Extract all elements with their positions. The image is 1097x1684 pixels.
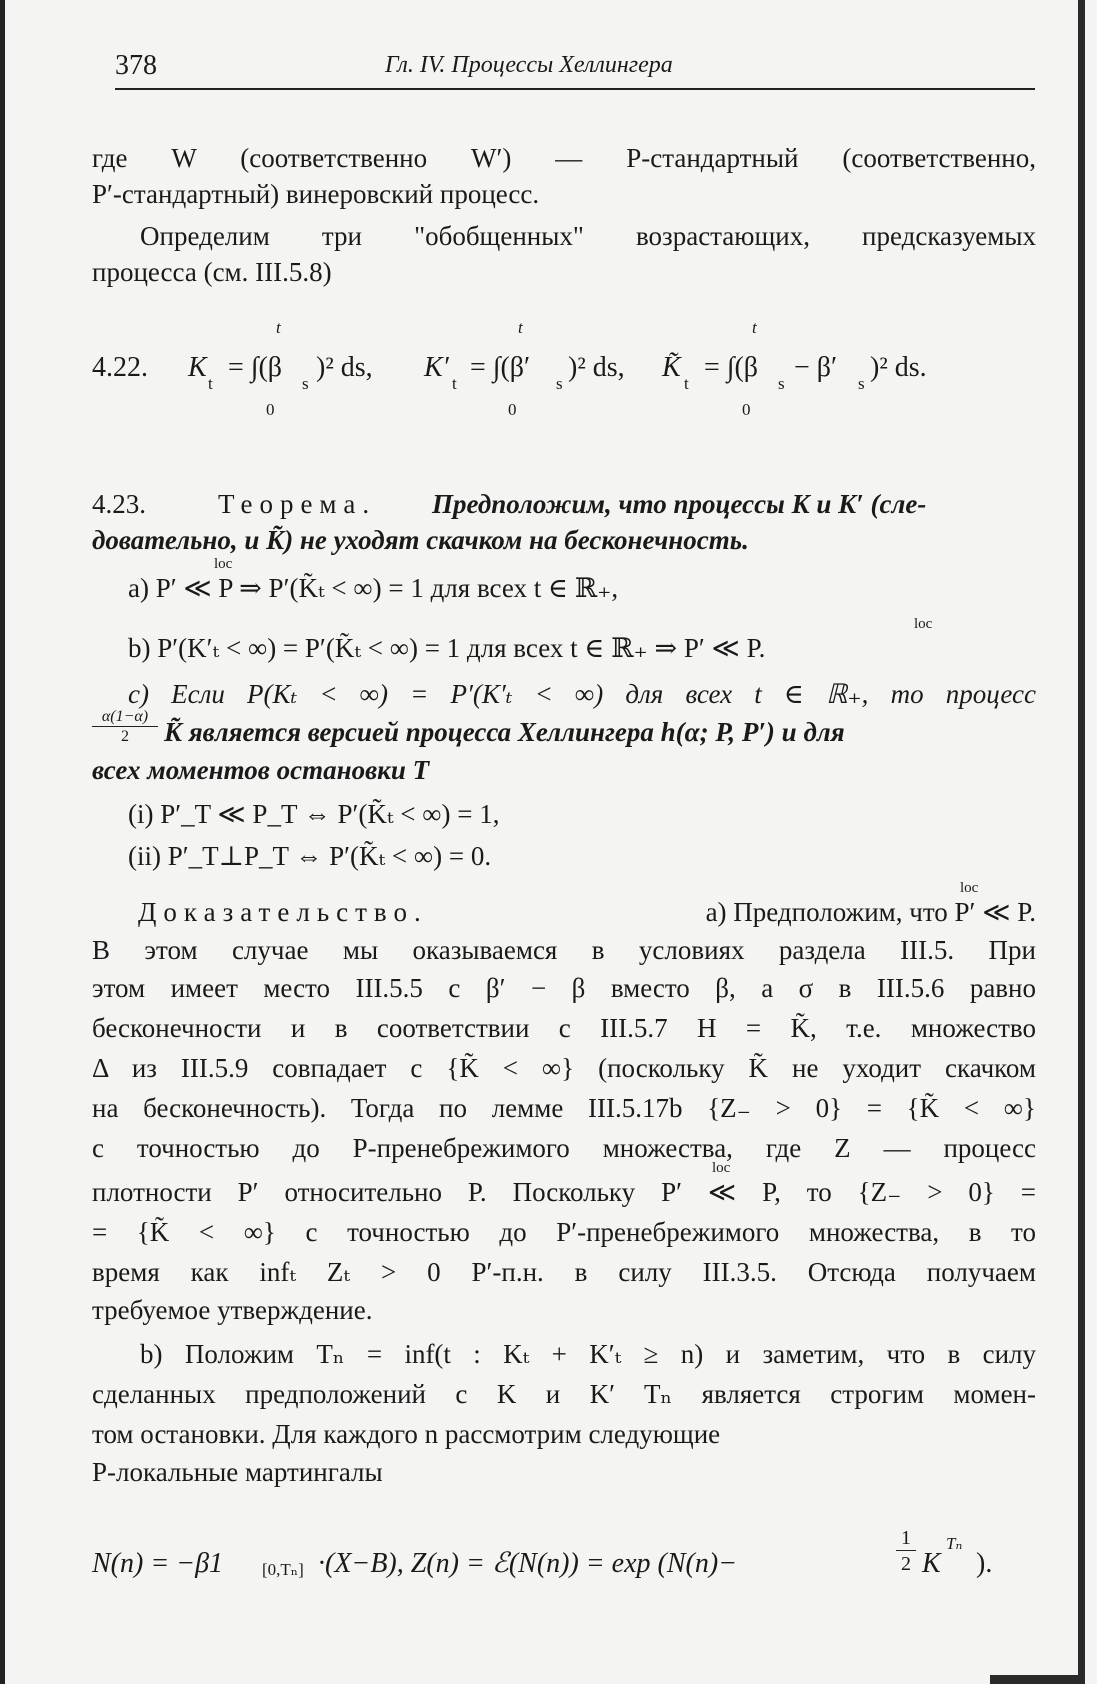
integral-upper: t — [752, 318, 757, 337]
half-denominator: 2 — [901, 1553, 911, 1575]
eq-part: = ∫(β — [704, 352, 759, 383]
text-line: В этом случае мы оказываемся в условиях раздела III.5. При — [92, 935, 1036, 965]
text-line: a) Предположим, что P′ ≪ P. — [705, 897, 1036, 927]
theorem-item-c: K̃ является версией процесса Хеллингера h(α; P, P′) и для — [164, 717, 845, 747]
loc-mark: loc — [712, 1160, 731, 1176]
theorem-item-b: b) P′(K′ₜ < ∞) = P′(K̃ₜ < ∞) = 1 для всех t ∈ ℝ₊ ⇒ P′ ≪ P. — [128, 633, 766, 663]
theorem-item-a: a) P′ ≪ P ⇒ P′(K̃ₜ < ∞) = 1 для всех t ∈ ℝ₊, — [128, 573, 619, 603]
scan-edge-bottom — [990, 1675, 1085, 1684]
fraction-numerator: α(1−α) — [92, 708, 158, 727]
eq-K-prime: K′ — [424, 352, 449, 383]
chapter-title: Гл. IV. Процессы Хеллингера — [385, 52, 673, 78]
scan-edge-left — [0, 0, 5, 1684]
eq-sub: s — [556, 374, 563, 393]
eq-sub: t — [452, 374, 457, 393]
proof-word: Доказательство. — [138, 897, 428, 927]
loc-mark: loc — [914, 616, 933, 632]
theorem-item-ii: (ii) P′_T⊥P_T ⇔ P′(K̃ₜ < ∞) = 0. — [128, 841, 492, 871]
theorem-word: Теорема. — [218, 489, 377, 519]
loc-mark: loc — [960, 880, 979, 896]
header-rule — [115, 88, 1035, 90]
text-line: этом имеет место III.5.5 с β′ − β вместо β, а σ в III.5.6 равно — [92, 973, 1036, 1003]
integral-lower: 0 — [266, 400, 275, 419]
eq-sub: s — [858, 374, 865, 393]
text-line: требуемое утверждение. — [92, 1295, 373, 1325]
eq-sub: t — [684, 374, 689, 393]
loc-mark: loc — [214, 556, 233, 572]
text-line: том остановки. Для каждого n рассмотрим следующие — [92, 1419, 721, 1449]
running-header — [115, 50, 1035, 90]
eq-part: K — [922, 1548, 941, 1579]
text-line: на бесконечность). Тогда по лемме III.5.17b {Z₋ > 0} = {K̃ < ∞} — [92, 1093, 1036, 1123]
integral-lower: 0 — [508, 400, 517, 419]
theorem-text: Предположим, что процессы K и K′ (сле- — [432, 489, 927, 519]
eq-part: )² ds, — [568, 352, 625, 383]
eq-part: = ∫(β′ — [470, 352, 531, 383]
text-line: P-локальные мартингалы — [92, 1457, 383, 1487]
eq-sub: t — [208, 374, 213, 393]
eq-part: ·(X−B), Z(n) = ℰ(N(n)) = exp (N(n)− — [318, 1548, 738, 1579]
eq-part: − β′ — [794, 352, 838, 383]
text-line: с точностью до P-пренебрежимого множества, где Z — процесс — [92, 1133, 1036, 1163]
text-line: сделанных предположений с K и K′ Tₙ является строгим момен- — [92, 1379, 1036, 1409]
text-line: процесса (см. III.5.8) — [92, 257, 332, 287]
text-line: Δ из III.5.9 совпадает с {K̃ < ∞} (поскольку K̃ не уходит скачком — [92, 1053, 1036, 1083]
theorem-text: довательно, и K̃) не уходят скачком на бесконечность. — [92, 525, 749, 555]
text-line: время как infₜ Zₜ > 0 P′-п.н. в силу III.3.5. Отсюда получаем — [92, 1257, 1036, 1287]
theorem-item-c: всех моментов остановки T — [92, 755, 430, 785]
eq-part: N(n) = −β1 — [92, 1548, 224, 1579]
scan-edge-right — [1078, 0, 1085, 1684]
integral-upper: t — [276, 318, 281, 337]
text-line: = {K̃ < ∞} с точностью до P′-пренебрежимого множества, в то — [92, 1217, 1036, 1247]
eq-sub: s — [778, 374, 785, 393]
eq-K-tilde: K̃ — [662, 352, 681, 383]
text-line: где W (соответственно W′) — P-стандартный (соответственно, — [92, 143, 1036, 173]
page-number: 378 — [115, 50, 157, 81]
theorem-item-i: (i) P′_T ≪ P_T ⇔ P′(K̃ₜ < ∞) = 1, — [128, 799, 500, 829]
eq-sup: Tₙ — [946, 1534, 963, 1553]
theorem-label: 4.23. — [92, 489, 146, 519]
eq-K: K — [188, 352, 207, 383]
eq-sub: [0,Tₙ] — [262, 1560, 304, 1579]
integral-lower: 0 — [742, 400, 751, 419]
text-line: b) Положим Tₙ = inf(t : Kₜ + K′ₜ ≥ n) и заметим, что в силу — [140, 1339, 1036, 1369]
theorem-item-c: c) Если P(Kₜ < ∞) = P′(K′ₜ < ∞) для всех t ∈ ℝ₊, то процесс — [128, 679, 1036, 709]
eq-part: = ∫(β — [228, 352, 283, 383]
eq-sub: s — [302, 374, 309, 393]
text-line: плотности P′ относительно P. Поскольку P′ ≪ P, то {Z₋ > 0} = — [92, 1177, 1036, 1207]
text-line: Определим три "обобщенных" возрастающих, предсказуемых — [140, 221, 1036, 251]
equation-label: 4.22. — [92, 352, 148, 383]
eq-part: )² ds, — [316, 352, 373, 383]
text-line: бесконечности и в соответствии с III.5.7 H = K̃, т.е. множество — [92, 1013, 1036, 1043]
text-line: P′-стандартный) винеровский процесс. — [92, 179, 540, 209]
half-numerator: 1 — [896, 1526, 916, 1551]
fraction-denominator: 2 — [121, 728, 129, 745]
integral-upper: t — [518, 318, 523, 337]
eq-part: )² ds. — [870, 352, 927, 383]
eq-part: ). — [976, 1548, 993, 1579]
